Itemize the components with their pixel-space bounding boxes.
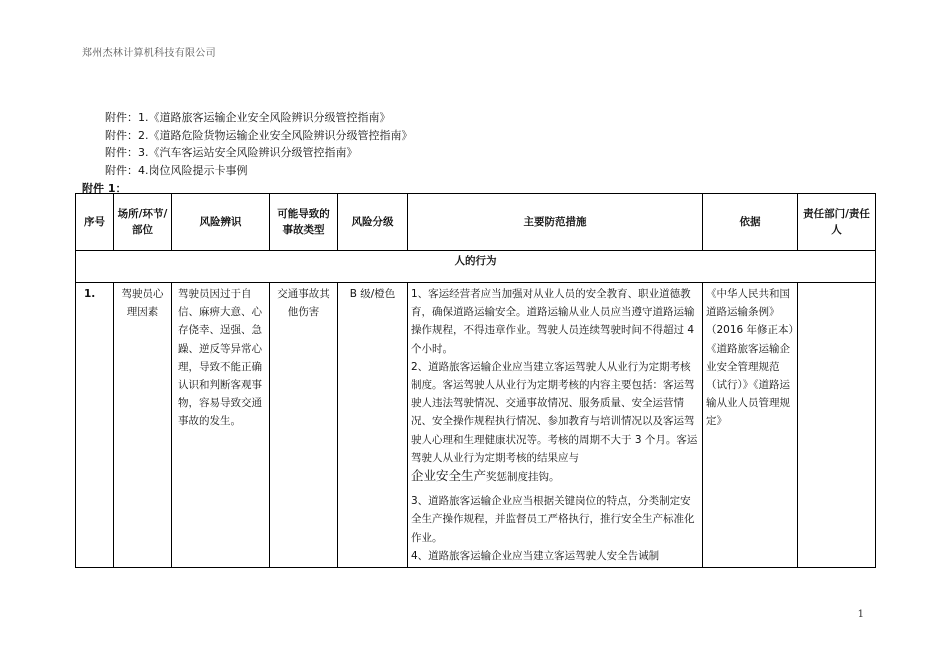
- header-place: 场所/环节/部位: [114, 194, 172, 251]
- header-risk-id: 风险辨识: [172, 194, 270, 251]
- measure-text: 2、道路旅客运输企业应当建立客运驾驶人从业行为定期考核制度。客运驾驶人从业行为定期考核的内容主要包括：客运驾驶人违法驾驶情况、交通事故情况、服务质量、安全运营情况、安全操作规程执行情况、参加教育与培训情况以及客运驾驶人心理和生理健康状况等。考核的周期不大于 3 个月。客运驾驶人从业行为定期考核的结果应与: [411, 360, 698, 464]
- cell-seq: 1.: [76, 283, 114, 568]
- header-accident-type: 可能导致的事故类型: [270, 194, 338, 251]
- attachment-list: [105, 109, 413, 179]
- measure-text: 奖惩制度挂钩。: [486, 471, 560, 484]
- cell-accident-type: 交通事故其他伤害: [270, 283, 338, 568]
- attachment-item: 附件：3.《汽车客运站安全风险辨识分级管控指南》: [105, 146, 358, 159]
- section-title: 人的行为: [76, 251, 876, 283]
- header-responsible: 责任部门/责任人: [798, 194, 876, 251]
- appendix-label: 附件 1：: [82, 182, 127, 195]
- table-row: [76, 283, 876, 568]
- cell-place: 驾驶员心理因素: [114, 283, 172, 568]
- header-seq: 序号: [76, 194, 114, 251]
- page-number: 1: [857, 609, 864, 620]
- measure-item: 1、客运经营者应当加强对从业人员的安全教育、职业道德教育，确保道路运输安全。道路运输从业人员应当遵守道路运输操作规程，不得违章作业。驾驶人员连续驾驶时间不得超过 4 个小时。: [411, 288, 695, 355]
- cell-risk-level: B 级/橙色: [338, 283, 408, 568]
- cell-responsible: [798, 283, 876, 568]
- header-risk-level: 风险分级: [338, 194, 408, 251]
- measure-text-large: 企业安全生产: [411, 468, 487, 484]
- company-header: 郑州杰林计算机科技有限公司: [82, 48, 216, 59]
- section-row: [76, 251, 876, 283]
- cell-measures: [408, 283, 703, 568]
- measure-item: [411, 358, 699, 486]
- attachment-item: 附件：1.《道路旅客运输企业安全风险辨识分级管控指南》: [105, 111, 391, 124]
- header-basis: 依据: [703, 194, 798, 251]
- cell-risk-id: 驾驶员因过于自信、麻痹大意、心存侥幸、逞强、急躁、逆反等异常心理，导致不能正确认识和判断客观事物，容易导致交通事故的发生。: [172, 283, 270, 568]
- measure-item: 3、道路旅客运输企业应当根据关键岗位的特点，分类制定安全生产操作规程，并监督员工严格执行，推行安全生产标准化作业。: [411, 495, 695, 544]
- attachment-item: 附件：2.《道路危险货物运输企业安全风险辨识分级管控指南》: [105, 128, 413, 142]
- cell-basis: 《中华人民共和国道路运输条例》（2016 年修正本）《道路旅客运输企业安全管理规范（试行）》《道路运输从业人员管理规定》: [703, 283, 798, 568]
- table-header-row: [76, 194, 876, 251]
- attachment-item: 附件：4.岗位风险提示卡事例: [105, 163, 248, 177]
- risk-table: [75, 193, 876, 568]
- header-measures: 主要防范措施: [408, 194, 703, 251]
- measure-item: 4、道路旅客运输企业应当建立客运驾驶人安全告诫制: [411, 549, 660, 562]
